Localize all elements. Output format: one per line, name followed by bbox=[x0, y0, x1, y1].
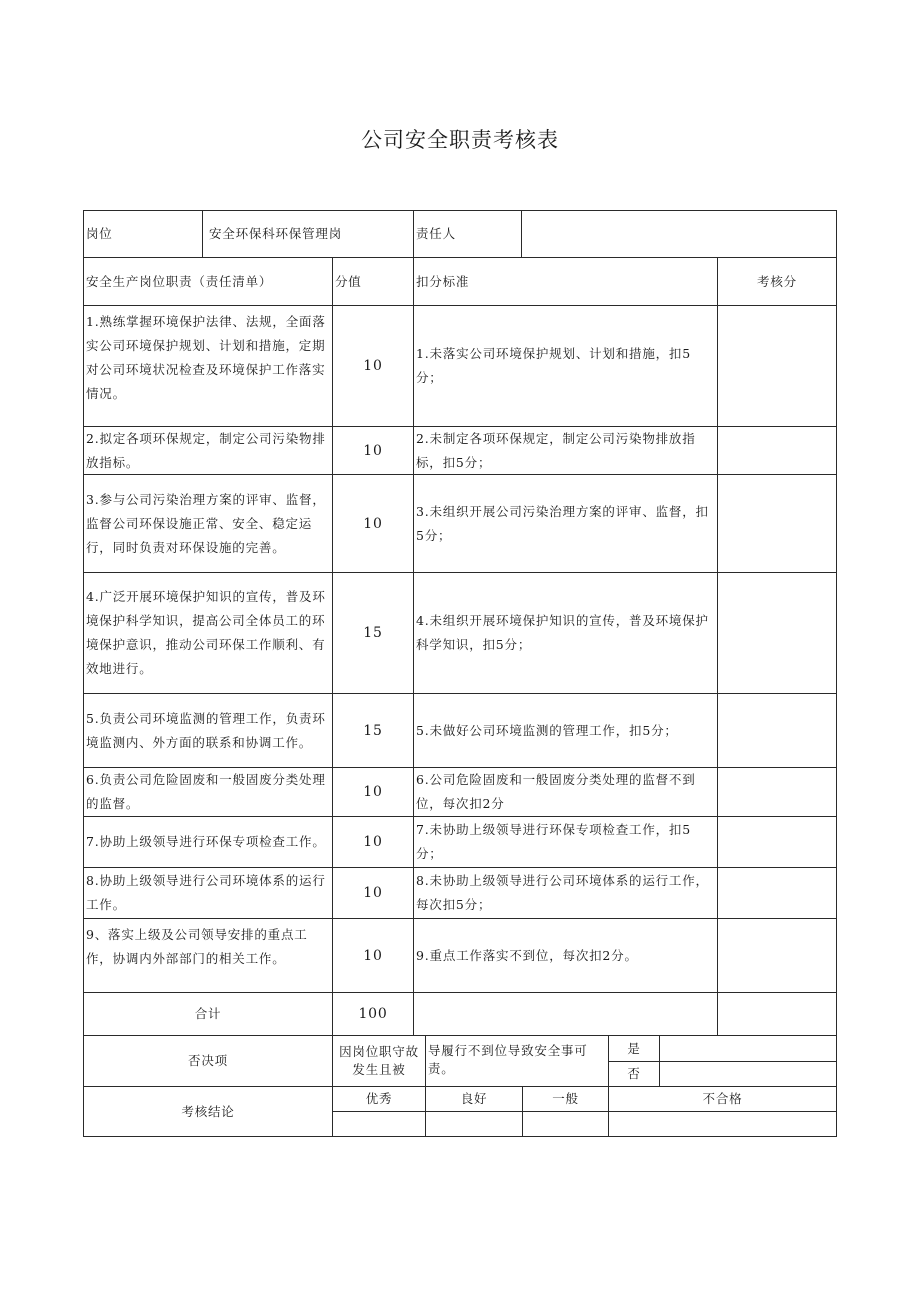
row-3-deduction: 3.未组织开展公司污染治理方案的评审、监督，扣5分； bbox=[413, 474, 718, 573]
row-6-duty: 6.负责公司危险固废和一般固废分类处理的监督。 bbox=[83, 767, 333, 817]
total-deduction-field[interactable] bbox=[413, 992, 718, 1036]
row-5-deduction: 5.未做好公司环境监测的管理工作，扣5分； bbox=[413, 693, 718, 768]
row-8-deduction: 8.未协助上级领导进行公司环境体系的运行工作，每次扣5分； bbox=[413, 867, 718, 919]
row-8-score: 10 bbox=[332, 867, 414, 919]
conclusion-good-field[interactable] bbox=[425, 1111, 523, 1137]
row-7-duty: 7.协助上级领导进行环保专项检查工作。 bbox=[83, 816, 333, 868]
row-1-assessment-field[interactable] bbox=[717, 305, 837, 427]
column-header-duty: 安全生产岗位职责（责任清单） bbox=[83, 257, 333, 306]
row-1-deduction: 1.未落实公司环境保护规划、计划和措施，扣5分； bbox=[413, 305, 718, 427]
veto-label: 否决项 bbox=[83, 1035, 333, 1087]
veto-text-a: 因岗位职守故发生且被 bbox=[332, 1035, 426, 1087]
row-7-deduction: 7.未协助上级领导进行环保专项检查工作，扣5分； bbox=[413, 816, 718, 868]
row-9-score: 10 bbox=[332, 918, 414, 993]
row-3-duty: 3.参与公司污染治理方案的评审、监督，监督公司环保设施正常、安全、稳定运行，同时负责对环保设施的完善。 bbox=[83, 474, 333, 573]
row-2-deduction: 2.未制定各项环保规定，制定公司污染物排放指标，扣5分； bbox=[413, 426, 718, 475]
row-8-duty: 8.协助上级领导进行公司环境体系的运行工作。 bbox=[83, 867, 333, 919]
conclusion-option-fail: 不合格 bbox=[608, 1086, 837, 1112]
row-3-score: 10 bbox=[332, 474, 414, 573]
row-6-score: 10 bbox=[332, 767, 414, 817]
row-4-score: 15 bbox=[332, 572, 414, 694]
position-label: 岗位 bbox=[83, 210, 203, 258]
row-2-assessment-field[interactable] bbox=[717, 426, 837, 475]
conclusion-average-field[interactable] bbox=[522, 1111, 609, 1137]
conclusion-option-excellent: 优秀 bbox=[332, 1086, 426, 1112]
row-3-assessment-field[interactable] bbox=[717, 474, 837, 573]
veto-yes-field[interactable] bbox=[659, 1035, 837, 1062]
position-value: 安全环保科环保管理岗 bbox=[202, 210, 414, 258]
conclusion-option-average: 一般 bbox=[522, 1086, 609, 1112]
row-8-assessment-field[interactable] bbox=[717, 867, 837, 919]
responsible-label: 责任人 bbox=[413, 210, 522, 258]
row-4-duty: 4.广泛开展环境保护知识的宣传，普及环境保护科学知识，提高公司全体员工的环境保护意识，推动公司环保工作顺利、有效地进行。 bbox=[83, 572, 333, 694]
row-4-assessment-field[interactable] bbox=[717, 572, 837, 694]
column-header-assessment: 考核分 bbox=[717, 257, 837, 306]
row-5-assessment-field[interactable] bbox=[717, 693, 837, 768]
responsible-value-field[interactable] bbox=[521, 210, 837, 258]
conclusion-label: 考核结论 bbox=[83, 1086, 333, 1137]
total-score: 100 bbox=[332, 992, 414, 1036]
row-5-duty: 5.负责公司环境监测的管理工作，负责环境监测内、外方面的联系和协调工作。 bbox=[83, 693, 333, 768]
row-2-score: 10 bbox=[332, 426, 414, 475]
row-6-deduction: 6.公司危险固废和一般固废分类处理的监督不到位，每次扣2分 bbox=[413, 767, 718, 817]
conclusion-fail-field[interactable] bbox=[608, 1111, 837, 1137]
veto-no-field[interactable] bbox=[659, 1061, 837, 1087]
total-label: 合计 bbox=[83, 992, 333, 1036]
row-2-duty: 2.拟定各项环保规定，制定公司污染物排放指标。 bbox=[83, 426, 333, 475]
conclusion-excellent-field[interactable] bbox=[332, 1111, 426, 1137]
row-9-duty: 9、落实上级及公司领导安排的重点工作，协调内外部部门的相关工作。 bbox=[83, 918, 333, 993]
veto-no-label: 否 bbox=[608, 1061, 660, 1087]
row-9-assessment-field[interactable] bbox=[717, 918, 837, 993]
conclusion-option-good: 良好 bbox=[425, 1086, 523, 1112]
row-7-score: 10 bbox=[332, 816, 414, 868]
row-4-deduction: 4.未组织开展环境保护知识的宣传，普及环境保护科学知识，扣5分； bbox=[413, 572, 718, 694]
row-5-score: 15 bbox=[332, 693, 414, 768]
page-title: 公司安全职责考核表 bbox=[361, 128, 559, 152]
veto-text-b: 导履行不到位导致安全事可责。 bbox=[425, 1035, 609, 1087]
column-header-score: 分值 bbox=[332, 257, 414, 306]
column-header-deduction: 扣分标准 bbox=[413, 257, 718, 306]
veto-yes-label: 是 bbox=[608, 1035, 660, 1062]
row-9-deduction: 9.重点工作落实不到位，每次扣2分。 bbox=[413, 918, 718, 993]
total-assessment-field[interactable] bbox=[717, 992, 837, 1036]
row-1-duty: 1.熟练掌握环境保护法律、法规，全面落实公司环境保护规划、计划和措施，定期对公司环境状况检查及环境保护工作落实情况。 bbox=[83, 305, 333, 427]
row-6-assessment-field[interactable] bbox=[717, 767, 837, 817]
row-1-score: 10 bbox=[332, 305, 414, 427]
row-7-assessment-field[interactable] bbox=[717, 816, 837, 868]
